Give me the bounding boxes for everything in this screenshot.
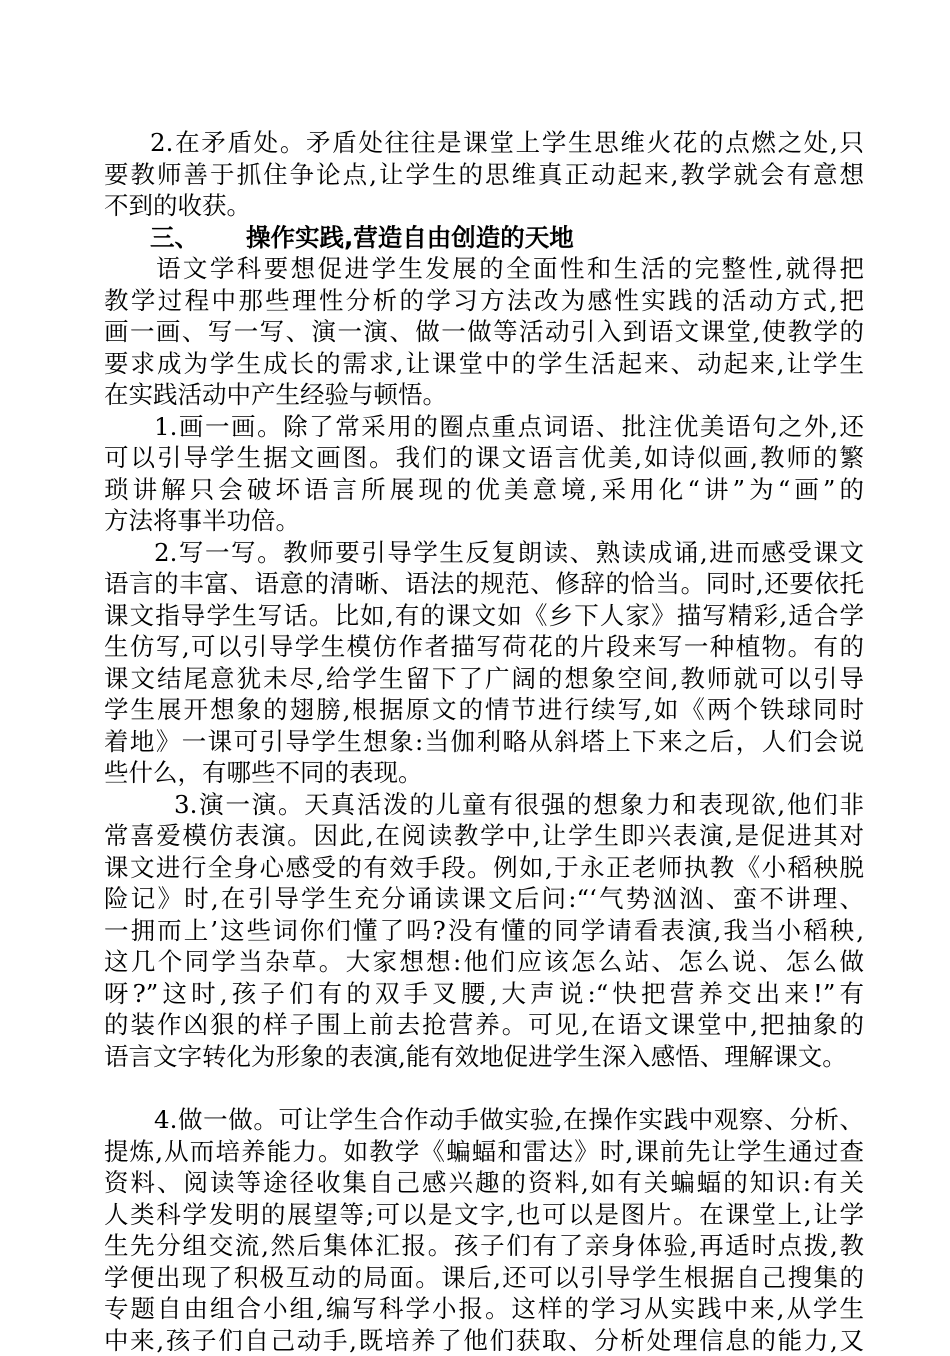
text-line: 提炼,从而培养能力。如教学《蝙蝠和雷达》时,课前先让学生通过查 — [104, 1136, 864, 1168]
text-line: 课文指导学生写话。比如,有的课文如《乡下人家》描写精彩,适合学 — [104, 600, 864, 632]
text-line: 学生展开想象的翅膀,根据原文的情节进行续写,如《两个铁球同时 — [104, 694, 864, 726]
text-line: 画一画、写一写、演一演、做一做等活动引入到语文课堂,使教学的 — [104, 316, 864, 348]
text-line: 一拥而上’这些词你们懂了吗?没有懂的同学请看表演,我当小稻秧, — [104, 915, 864, 947]
text-line: 中来,孩子们自己动手,既培养了他们获取、分析处理信息的能力,又 — [104, 1325, 864, 1356]
text-line: 险记》时,在引导学生充分诵读课文后问:“‘气势汹汹、蛮不讲理、 — [104, 883, 864, 915]
section-heading-number: 三、 — [150, 222, 246, 254]
text-line: 的装作凶狠的样子围上前去抢营养。可见,在语文课堂中,把抽象的 — [104, 1009, 864, 1041]
paragraph-gap — [104, 1072, 864, 1104]
text-line: 在实践活动中产生经验与顿悟。 — [104, 379, 864, 411]
paragraph-intro — [104, 253, 864, 411]
text-line: 着地》一课可引导学生想象:当伽利略从斜塔上下来之后，人们会说 — [104, 726, 864, 758]
text-line: 要教师善于抓住争论点,让学生的思维真正动起来,教学就会有意想 — [104, 159, 864, 191]
text-line: 生仿写,可以引导学生模仿作者描写荷花的片段来写一种植物。有的 — [104, 631, 864, 663]
text-line: 呀?”这时,孩子们有的双手叉腰,大声说:“快把营养交出来!”有 — [104, 978, 864, 1010]
text-line: 不到的收获。 — [104, 190, 864, 222]
document-body — [104, 127, 864, 1356]
text-line: 些什么，有哪些不同的表现。 — [104, 757, 864, 789]
text-line: 课文结尾意犹未尽,给学生留下了广阔的想象空间,教师就可以引导 — [104, 663, 864, 695]
text-line: 语言的丰富、语意的清晰、语法的规范、修辞的恰当。同时,还要依托 — [104, 568, 864, 600]
text-line: 生先分组交流,然后集体汇报。孩子们有了亲身体验,再适时点拨,教 — [104, 1230, 864, 1262]
text-line: 3.演一演。天真活泼的儿童有很强的想象力和表现欲,他们非 — [104, 789, 864, 821]
text-line: 琐讲解只会破坏语言所展现的优美意境,采用化“讲”为“画”的 — [104, 474, 864, 506]
text-line: 学便出现了积极互动的局面。课后,还可以引导学生根据自己搜集的 — [104, 1262, 864, 1294]
paragraph-contradiction — [104, 127, 864, 222]
paragraph-do — [104, 1104, 864, 1356]
text-line: 4.做一做。可让学生合作动手做实验,在操作实践中观察、分析、 — [104, 1104, 864, 1136]
text-line: 2.在矛盾处。矛盾处往往是课堂上学生思维火花的点燃之处,只 — [104, 127, 864, 159]
text-line: 方法将事半功倍。 — [104, 505, 864, 537]
text-line: 1.画一画。除了常采用的圈点重点词语、批注优美语句之外,还 — [104, 411, 864, 443]
text-line: 要求成为学生成长的需求,让课堂中的学生活起来、动起来,让学生 — [104, 348, 864, 380]
text-line: 语文学科要想促进学生发展的全面性和生活的完整性,就得把 — [104, 253, 864, 285]
section-heading — [104, 222, 864, 254]
text-line: 常喜爱模仿表演。因此,在阅读教学中,让学生即兴表演,是促进其对 — [104, 820, 864, 852]
paragraph-draw — [104, 411, 864, 537]
text-line: 课文进行全身心感受的有效手段。例如,于永正老师执教《小稻秧脱 — [104, 852, 864, 884]
text-line: 2.写一写。教师要引导学生反复朗读、熟读成诵,进而感受课文 — [104, 537, 864, 569]
text-line: 可以引导学生据文画图。我们的课文语言优美,如诗似画,教师的繁 — [104, 442, 864, 474]
paragraph-write — [104, 537, 864, 789]
text-line: 这几个同学当杂草。大家想想:他们应该怎么站、怎么说、怎么做 — [104, 946, 864, 978]
text-line: 资料、阅读等途径收集自己感兴趣的资料,如有关蝙蝠的知识:有关 — [104, 1167, 864, 1199]
section-heading-text: 操作实践,营造自由创造的天地 — [246, 223, 574, 252]
paragraph-act — [104, 789, 864, 1073]
text-line: 教学过程中那些理性分析的学习方法改为感性实践的活动方式,把 — [104, 285, 864, 317]
text-line: 专题自由组合小组,编写科学小报。这样的学习从实践中来,从学生 — [104, 1293, 864, 1325]
text-line: 语言文字转化为形象的表演,能有效地促进学生深入感悟、理解课文。 — [104, 1041, 864, 1073]
text-line: 人类科学发明的展望等;可以是文字,也可以是图片。在课堂上,让学 — [104, 1199, 864, 1231]
